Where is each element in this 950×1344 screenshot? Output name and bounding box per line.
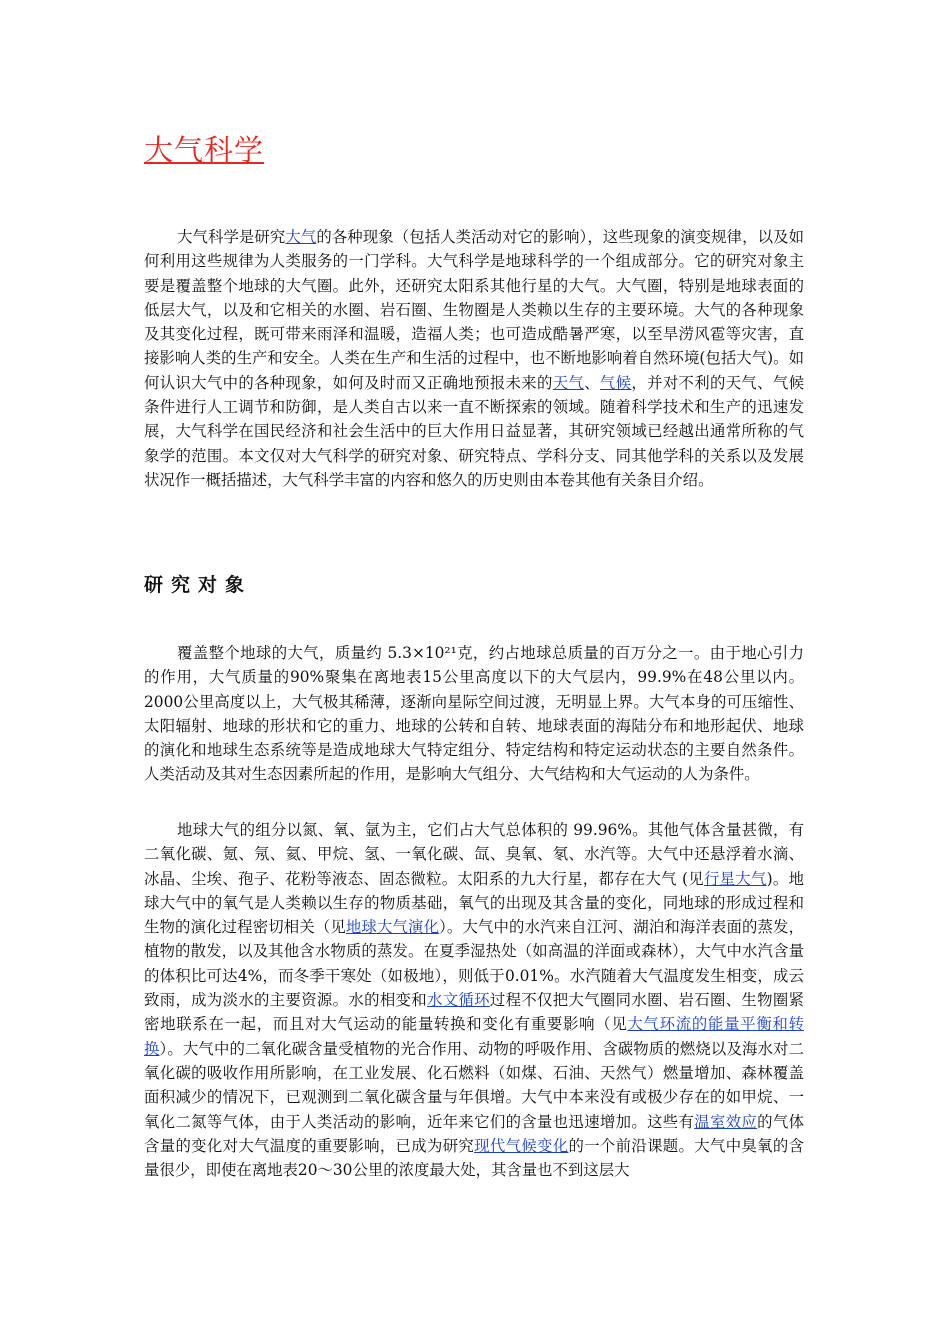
- text-run: ）。大气中的水汽来自江河、湖泊和海洋表面的蒸发，植物的散发，以及其他含水物质的蒸发。在夏季湿热处（如高温的洋面或森林），大气中水汽含量的体积比可达4%，而冬季干寒处（如极地），则低于0.01%。水汽随着大气温度发生相变，成云致雨，成为淡水的主要资源。水的相变和: [144, 918, 804, 1010]
- text-run: 覆盖整个地球的大气，质量约 5.3×10²¹克，约占地球总质量的百万分之一。由于地心引力的作用，大气质量的90%聚集在离地表15公里高度以下的大气层内，99.9%在48公里以内。2000公里高度以上，大气极其稀薄，逐渐向星际空间过渡，无明显上界。大气本身的可压缩性、太阳辐射、地球的形状和它的重力、地球的公转和自转、地球表面的海陆分布和地形起伏、地球的演化和地球生态系统等是造成地球大气特定组分、特定结构和特定运动状态的主要自然条件。人类活动及其对生态因素所起的作用，是影响大气组分、大气结构和大气运动的人为条件。: [144, 644, 804, 784]
- text-run: 过程不仅把大气圈同水圈、岩石圈、生物圈紧密地联系在一起，而且对大气运动的能量转换和变化有重要影响（见: [144, 991, 804, 1034]
- inline-link[interactable]: 温室效应: [694, 1112, 758, 1131]
- inline-link[interactable]: 水文循环: [426, 991, 490, 1010]
- inline-link[interactable]: 大气: [285, 228, 317, 246]
- article-title[interactable]: 大气科学: [144, 133, 265, 167]
- text-run: 、: [584, 373, 600, 392]
- text-run: 大气科学是研究: [177, 228, 286, 246]
- text-run: 地球大气的组分以氮、氧、氩为主，它们占大气总体积的 99.96%。其他气体含量甚微，有二氧化碳、氪、氖、氦、甲烷、氢、一氧化碳、氙、臭氧、氡、水汽等。大气中还悬浮着水滴、冰晶、尘埃、孢子、花粉等液态、固态微粒。太阳系的九大行星，都存在大气 (见: [144, 821, 804, 888]
- section-heading: 研究对象: [144, 574, 253, 596]
- inline-link[interactable]: 气候: [599, 373, 632, 392]
- section-paragraph-1: [144, 641, 804, 787]
- text-run: 的各种现象（包括人类活动对它的影响），这些现象的演变规律，以及如何利用这些规律为人类服务的一门学科。大气科学是地球科学的一个组成部分。它的研究对象主要是覆盖整个地球的大气圈。此外，还研究太阳系其他行星的大气。大气圈，特别是地球表面的低层大气，以及和它相关的水圈、岩石圈、生物圈是人类赖以生存的主要环境。大气的各种现象及其变化过程，既可带来雨泽和温暖，造福人类；也可造成酷暑严寒，以至旱涝风雹等灾害，直接影响人类的生产和安全。人类在生产和生活的过程中，也不断地影响着自然环境(包括大气)。如何认识大气中的各种现象，如何及时而又正确地预报未来的: [144, 228, 804, 392]
- inline-link[interactable]: 行星大气: [703, 869, 767, 888]
- inline-link[interactable]: 天气: [552, 373, 585, 392]
- text-run: 的一个前沿课题。大气中臭氧的含量很少，即使在离地表20～30公里的浓度最大处，其含量也不到这层大: [144, 1136, 804, 1180]
- inline-link[interactable]: 现代气候变化: [474, 1136, 569, 1155]
- section-paragraph-2: [144, 818, 804, 1182]
- inline-link[interactable]: 大气环流的能量平衡和转换: [144, 1015, 804, 1058]
- text-run: 的气体含量的变化对大气温度的重要影响，已成为研究: [144, 1112, 804, 1155]
- text-run: ，并对不利的天气、气候条件进行人工调节和防御，是人类自古以来一直不断探索的领域。随着科学技术和生产的迅速发展，大气科学在国民经济和社会生活中的巨大作用日益显著，其研究领域已经越出通常所称的气象学的范围。本文仅对大气科学的研究对象、研究特点、学科分支、同其他学科的关系以及发展状况作一概括描述，大气科学丰富的内容和悠久的历史则由本卷其他有关条目介绍。: [144, 373, 804, 489]
- text-run: ）。大气中的二氧化碳含量受植物的光合作用、动物的呼吸作用、含碳物质的燃烧以及海水对二氧化碳的吸收作用所影响，在工业发展、化石燃料（如煤、石油、天然气）燃量增加、森林覆盖面积减少的情况下，已观测到二氧化碳含量与年俱增。大气中本来没有或极少存在的如甲烷、一氧化二氮等气体，由于人类活动的影响，近年来它们的含量也迅速增加。这些有: [144, 1039, 804, 1131]
- text-run: )。地球大气中的氧气是人类赖以生存的物质基础，氧气的出现及其含量的变化，同地球的形成过程和生物的演化过程密切相关（见: [144, 869, 804, 937]
- inline-link[interactable]: 地球大气演化: [345, 918, 440, 937]
- intro-paragraph: [144, 225, 804, 492]
